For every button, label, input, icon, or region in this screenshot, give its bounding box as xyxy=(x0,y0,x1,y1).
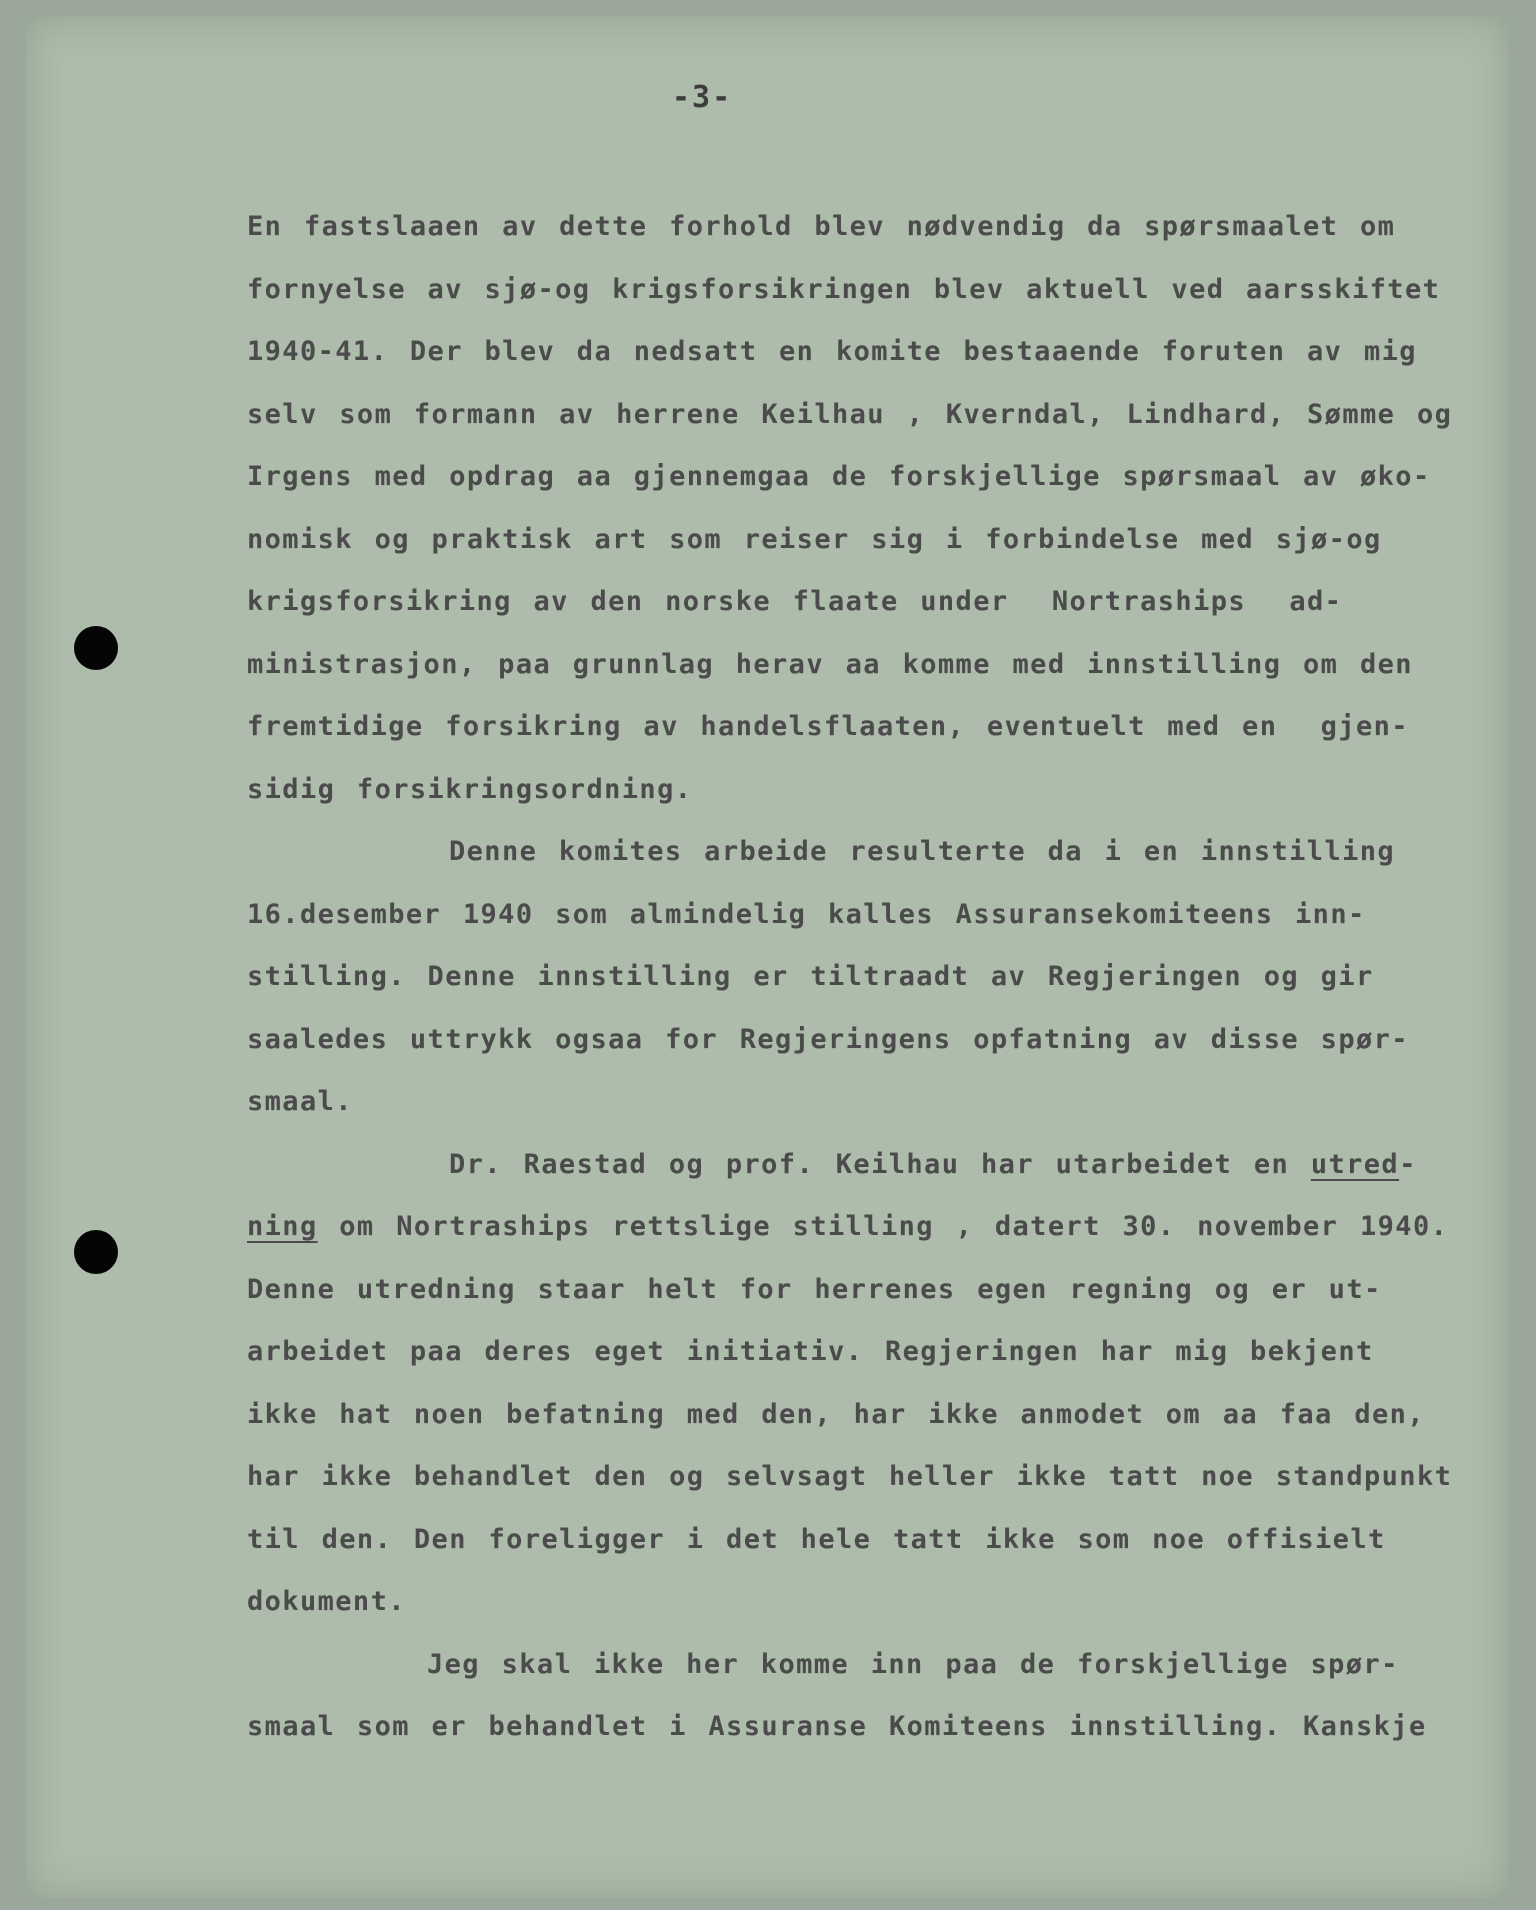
punch-hole-bottom xyxy=(74,1230,118,1274)
text-line: krigsforsikring av den norske flaate under Nortraships ad- xyxy=(247,586,1343,617)
text-line: fremtidige forsikring av handelsflaaten, eventuelt med en gjen- xyxy=(247,711,1409,742)
text-line: har ikke behandlet den og selvsagt heller ikke tatt noe standpunkt xyxy=(247,1461,1453,1492)
text-line: til den. Den foreligger i det hele tatt ikke som noe offisielt xyxy=(247,1523,1386,1555)
text-line: arbeidet paa deres eget initiativ. Regjeringen har mig bekjent xyxy=(247,1336,1374,1367)
text-line: Irgens med opdrag aa gjennemgaa de forskjellige spørsmaal av øko- xyxy=(247,461,1431,492)
text-line-with-underline: Dr. Raestad og prof. Keilhau har utarbeidet en utred- xyxy=(449,1148,1417,1180)
text-line-with-underline: ning om Nortraships rettslige stilling , datert 30. november 1940. xyxy=(247,1211,1449,1242)
underlined-word: utred xyxy=(1310,1148,1400,1180)
text-line: fornyelse av sjø-og krigsforsikringen blev aktuell ved aarsskiftet xyxy=(247,273,1441,305)
text-line: En fastslaaen av dette forhold blev nødvendig da spørsmaalet om xyxy=(247,211,1396,242)
underlined-word: ning xyxy=(247,1211,318,1242)
text-line: 1940-41. Der blev da nedsatt en komite bestaaende foruten av mig xyxy=(247,336,1417,367)
text-line: saaledes uttrykk ogsaa for Regjeringens opfatning av disse spør- xyxy=(247,1023,1409,1055)
text-line: Denne utredning staar helt for herrenes egen regning og er ut- xyxy=(247,1273,1382,1305)
text-line: stilling. Denne innstilling er tiltraadt av Regjeringen og gir xyxy=(247,961,1374,992)
punch-hole-top xyxy=(74,626,118,670)
text-line: ministrasjon, paa grunnlag herav aa komme med innstilling om den xyxy=(247,648,1413,680)
text-line: 16.desember 1940 som almindelig kalles Assuransekomiteens inn- xyxy=(247,898,1366,930)
text-line: selv som formann av herrene Keilhau , Kverndal, Lindhard, Sømme og xyxy=(247,398,1453,430)
body-text xyxy=(247,196,1497,1759)
text-line: sidig forsikringsordning. xyxy=(247,773,693,805)
text-line: dokument. xyxy=(247,1586,406,1617)
text-line: ikke hat noen befatning med den, har ikke anmodet om aa faa den, xyxy=(247,1398,1425,1430)
text-line: Denne komites arbeide resulterte da i en innstilling xyxy=(449,836,1396,867)
text-line: nomisk og praktisk art som reiser sig i forbindelse med sjø-og xyxy=(247,523,1382,555)
text-line: smaal som er behandlet i Assuranse Komiteens innstilling. Kanskje xyxy=(247,1711,1427,1742)
text-line: Jeg skal ikke her komme inn paa de forskjellige spør- xyxy=(427,1648,1399,1680)
page-number: -3- xyxy=(672,80,733,115)
text-line: smaal. xyxy=(247,1086,353,1117)
